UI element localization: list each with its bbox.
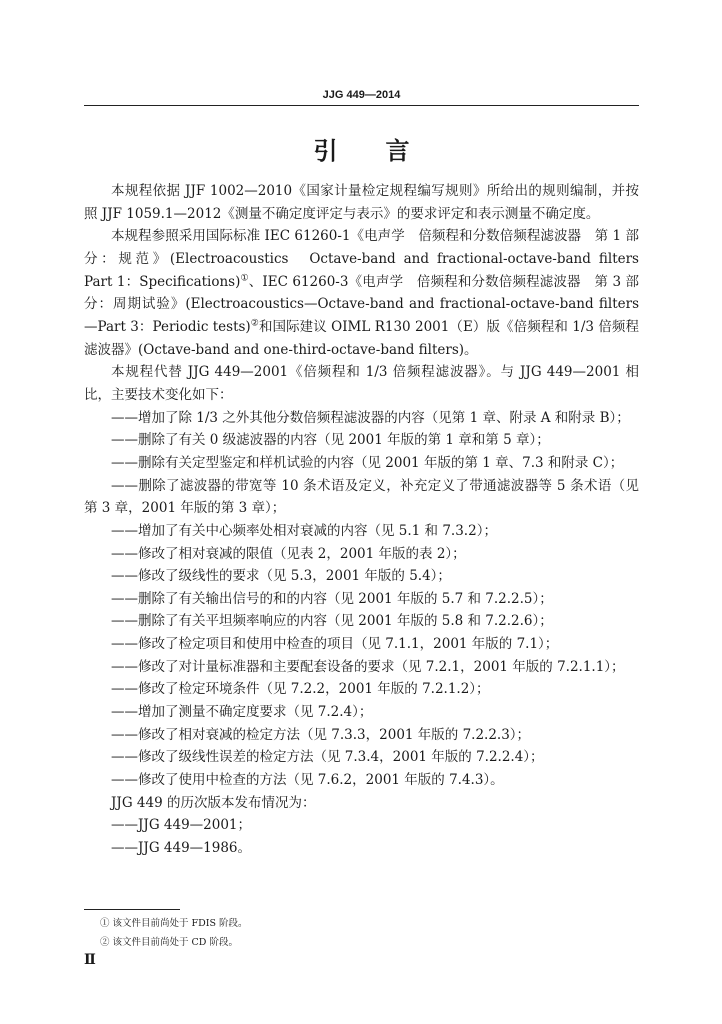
page-number: Ⅱ (84, 952, 96, 968)
footnote-2: ② 该文件目前尚处于 CD 阶段。 (100, 937, 238, 948)
change-item: ——删除了滤波器的带宽等 10 条术语及定义，补充定义了带通滤波器等 5 条术语（见第 3 章，2001 年版的第 3 章）； (84, 477, 639, 517)
change-item: ——删除了有关 0 级滤波器的内容（见 2001 年版的第 1 章和第 5 章）； (111, 432, 550, 449)
running-header: JJG 449—2014 (322, 89, 401, 101)
change-item: ——修改了对计量标准器和主要配套设备的要求（见 7.2.1，2001 年版的 7.2.1.1）； (111, 658, 625, 675)
change-item: ——删除了有关平坦频率响应的内容（见 2001 年版的 5.8 和 7.2.2.6）； (111, 613, 553, 630)
history-item: ——JJG 449—2001； (111, 817, 252, 834)
change-item: ——修改了相对衰减的检定方法（见 7.3.3，2001 年版的 7.2.2.3）； (111, 726, 531, 743)
history-item: ——JJG 449—1986。 (111, 840, 252, 857)
footnote-mark-1: ① (240, 273, 249, 284)
change-item: ——修改了级线性的要求（见 5.3，2001 年版的 5.4）； (111, 568, 451, 585)
paragraph-replacement: 本规程代替 JJG 449—2001《倍频程和 1/3 倍频程滤波器》。与 JJG 449—2001 相比，主要技术变化如下： (84, 364, 639, 403)
history-intro: JJG 449 的历次版本发布情况为： (111, 794, 316, 811)
paragraph-references (84, 225, 653, 361)
body-text (84, 180, 653, 860)
change-item: ——增加了除 1/3 之外其他分数倍频程滤波器的内容（见第 1 章、附录 A 和附录 B）； (111, 409, 630, 426)
change-item: ——修改了相对衰减的限值（见表 2，2001 年版的表 2）； (111, 545, 466, 562)
footnotes (100, 914, 620, 952)
reference-iec-61260-1: 本规程参照采用国际标准 IEC 61260-1《电声学 倍频程和分数倍频程滤波器 第 1 部分：规范》(Electroacoustics Octave-band and fractional-octave-band filters Part 1：Specifications) (84, 228, 653, 290)
change-item: ——修改了检定项目和使用中检查的项目（见 7.1.1，2001 年版的 7.1）； (111, 636, 559, 653)
footnote-1: ① 该文件目前尚处于 FDIS 阶段。 (100, 918, 248, 929)
paragraph-basis: 本规程依据 JJF 1002—2010《国家计量检定规程编写规则》所给出的规则编制，并按照 JJF 1059.1—2012《测量不确定度评定与表示》的要求评定和表示测量不确定度。 (84, 183, 639, 222)
page-title: 引言 (313, 136, 458, 165)
footnote-mark-2: ② (250, 318, 259, 329)
change-item: ——删除有关定型鉴定和样机试验的内容（见 2001 年版的第 1 章、7.3 和附录 C）； (111, 454, 624, 471)
change-item: ——修改了使用中检查的方法（见 7.6.2，2001 年版的 7.4.3）。 (111, 772, 504, 789)
change-item: ——增加了有关中心频率处相对衰减的内容（见 5.1 和 7.3.2）； (111, 522, 497, 539)
reference-iec-61260-3: 、IEC 61260-3《电声学 倍频程和分数倍频程滤波器 第 3 部分：周期试验》(Electroacoustics—Octave-band and fractional-octave-band filters—Part 3：Periodic tests) (84, 273, 640, 335)
change-item: ——修改了级线性误差的检定方法（见 7.3.4，2001 年版的 7.2.2.4）； (111, 749, 544, 766)
change-item: ——删除了有关输出信号的和的内容（见 2001 年版的 5.7 和 7.2.2.5）； (111, 590, 553, 607)
reference-oiml-r130: 和国际建议 OIML R130 2001（E）版《倍频程和 1/3 倍频程滤波器》(Octave-band and one-third-octave-band filters)。 (84, 318, 639, 358)
change-item: ——修改了检定环境条件（见 7.2.2，2001 年版的 7.2.1.2）； (111, 681, 490, 698)
change-item: ——增加了测量不确定度要求（见 7.2.4）； (111, 704, 373, 721)
header-rule (84, 105, 639, 106)
footnote-rule (84, 909, 180, 910)
